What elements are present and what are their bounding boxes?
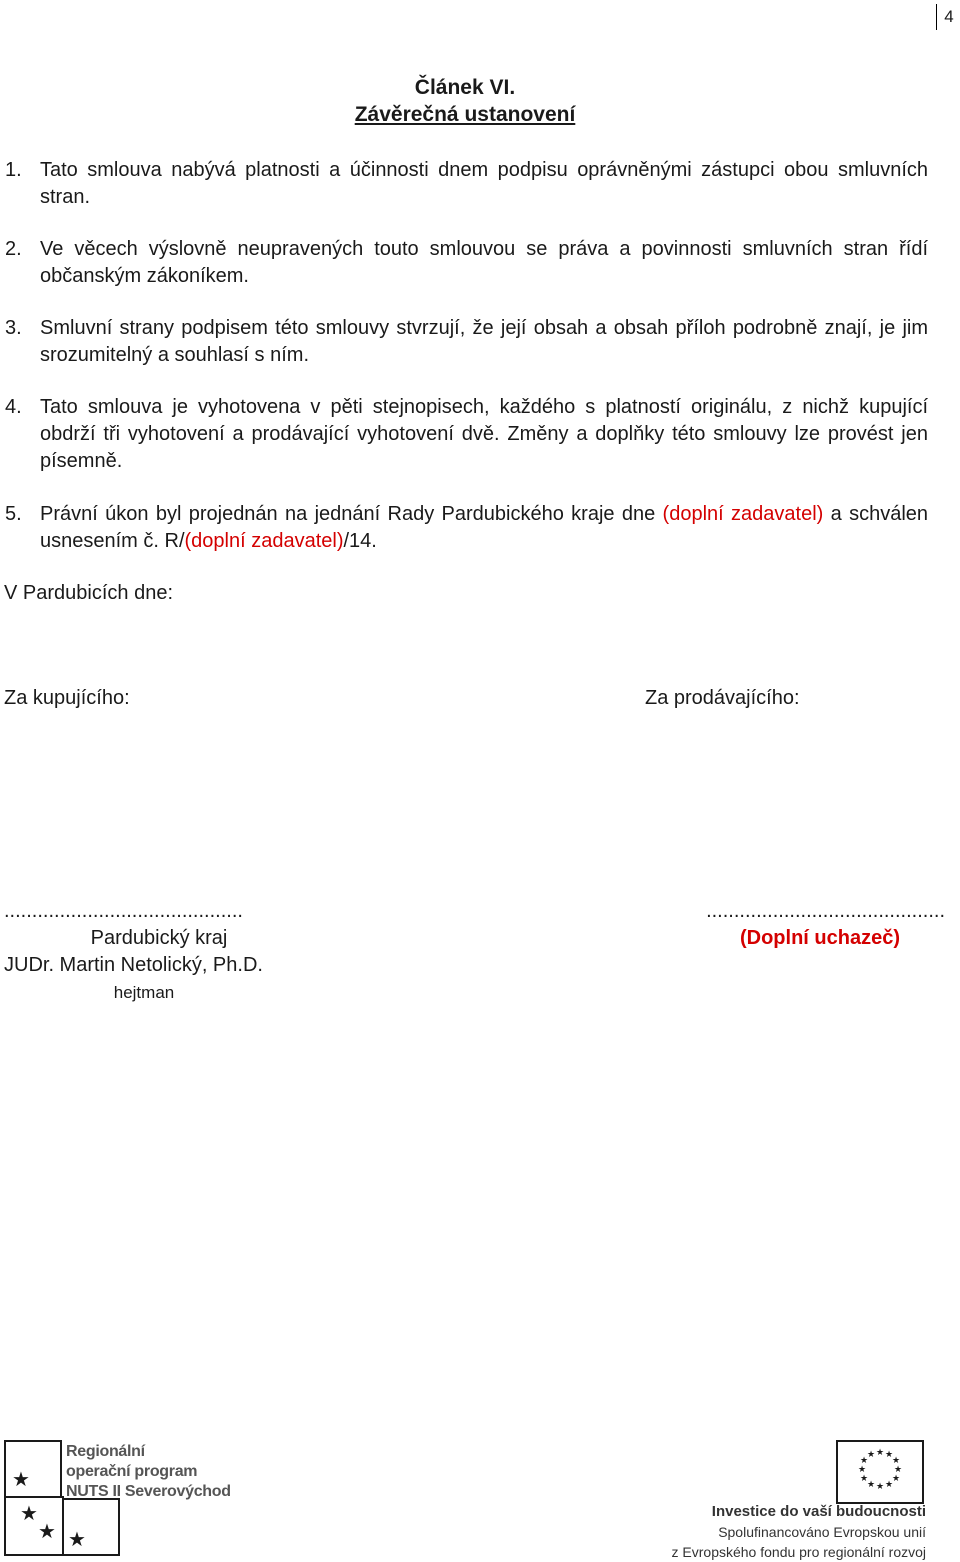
svg-text:★: ★ bbox=[893, 1465, 903, 1475]
buyer-signature bbox=[4, 898, 294, 1006]
clause-text-part: /14. bbox=[343, 530, 377, 552]
buyer-label: Za kupujícího: bbox=[4, 687, 130, 709]
clause-number: 2. bbox=[5, 238, 22, 260]
page-number: 4 bbox=[936, 4, 960, 30]
article-heading bbox=[0, 74, 930, 128]
article-title: Článek VI. bbox=[414, 76, 516, 99]
clause-text: Tato smlouva je vyhotovena v pěti stejnopisech, každého s platností originálu, z nichž kupující obdrží tři vyhotovení a prodávající vyhotovení dvě. Změny a doplňky této smlouvy lze provést jen písemně. bbox=[40, 396, 928, 472]
seller-signature bbox=[655, 898, 945, 952]
clause-text-part: Právní úkon byl projednán na jednání Rady Pardubického kraje dne bbox=[40, 503, 663, 525]
seller-label: Za prodávajícího: bbox=[645, 687, 800, 709]
clause-number: 3. bbox=[5, 317, 22, 339]
clause-3 bbox=[0, 315, 928, 369]
star-icon: ★ bbox=[12, 1469, 30, 1491]
article-subtitle: Závěrečná ustanovení bbox=[354, 103, 576, 126]
signature-line: ........................................... bbox=[4, 900, 243, 922]
place-date: V Pardubicích dne: bbox=[4, 582, 173, 604]
svg-text:★: ★ bbox=[884, 1450, 894, 1460]
eu-logo bbox=[640, 1440, 930, 1560]
svg-text:★: ★ bbox=[884, 1480, 894, 1490]
eu-flag-icon bbox=[836, 1440, 924, 1504]
svg-text:★: ★ bbox=[857, 1465, 867, 1475]
clause-5 bbox=[0, 501, 928, 555]
clause-2 bbox=[0, 236, 928, 290]
rop-logo-text: Regionální operační program NUTS II Severovýchod bbox=[66, 1443, 231, 1500]
clause-text: Ve věcech výslovně neupravených touto smlouvou se práva a povinnosti smluvních stran řídí občanským zákoníkem. bbox=[40, 238, 928, 287]
signature-line: ........................................... bbox=[706, 900, 945, 922]
buyer-role: hejtman bbox=[113, 983, 175, 1002]
clause-text: Tato smlouva nabývá platnosti a účinnosti dnem podpisu oprávněnými zástupci obou smluvních stran. bbox=[40, 159, 928, 208]
svg-text:★: ★ bbox=[859, 1456, 869, 1466]
clause-number: 4. bbox=[5, 396, 22, 418]
eu-logo-text: Investice do vaší budoucnosti Spolufinancováno Evropskou unií z Evropského fondu pro regionální rozvoj bbox=[671, 1503, 926, 1560]
svg-text:★: ★ bbox=[859, 1474, 869, 1484]
rop-logo bbox=[4, 1440, 244, 1558]
svg-text:★: ★ bbox=[875, 1482, 885, 1492]
svg-text:★: ★ bbox=[891, 1456, 901, 1466]
star-icon: ★ bbox=[20, 1503, 38, 1525]
clause-4 bbox=[0, 394, 928, 475]
star-icon: ★ bbox=[68, 1529, 86, 1551]
buyer-org: Pardubický kraj bbox=[90, 927, 228, 949]
seller-name: (Doplní uchazeč) bbox=[739, 927, 900, 949]
placeholder-red: (doplní zadavatel) bbox=[184, 530, 344, 552]
clause-1 bbox=[0, 157, 928, 211]
svg-text:★: ★ bbox=[866, 1480, 876, 1490]
placeholder-red: (doplní zadavatel) bbox=[662, 503, 824, 525]
clause-text-part: a schválen usnesením č. R/ bbox=[40, 503, 929, 552]
star-icon: ★ bbox=[38, 1521, 56, 1543]
clause-text: Smluvní strany podpisem této smlouvy stvrzují, že její obsah a obsah příloh podrobně znají, je jim srozumitelný a souhlasí s ním. bbox=[40, 317, 928, 366]
svg-text:★: ★ bbox=[875, 1448, 885, 1458]
buyer-name: JUDr. Martin Netolický, Ph.D. bbox=[4, 954, 263, 976]
svg-text:★: ★ bbox=[891, 1474, 901, 1484]
clause-number: 1. bbox=[5, 159, 22, 181]
svg-text:★: ★ bbox=[866, 1450, 876, 1460]
clause-number: 5. bbox=[5, 503, 22, 525]
